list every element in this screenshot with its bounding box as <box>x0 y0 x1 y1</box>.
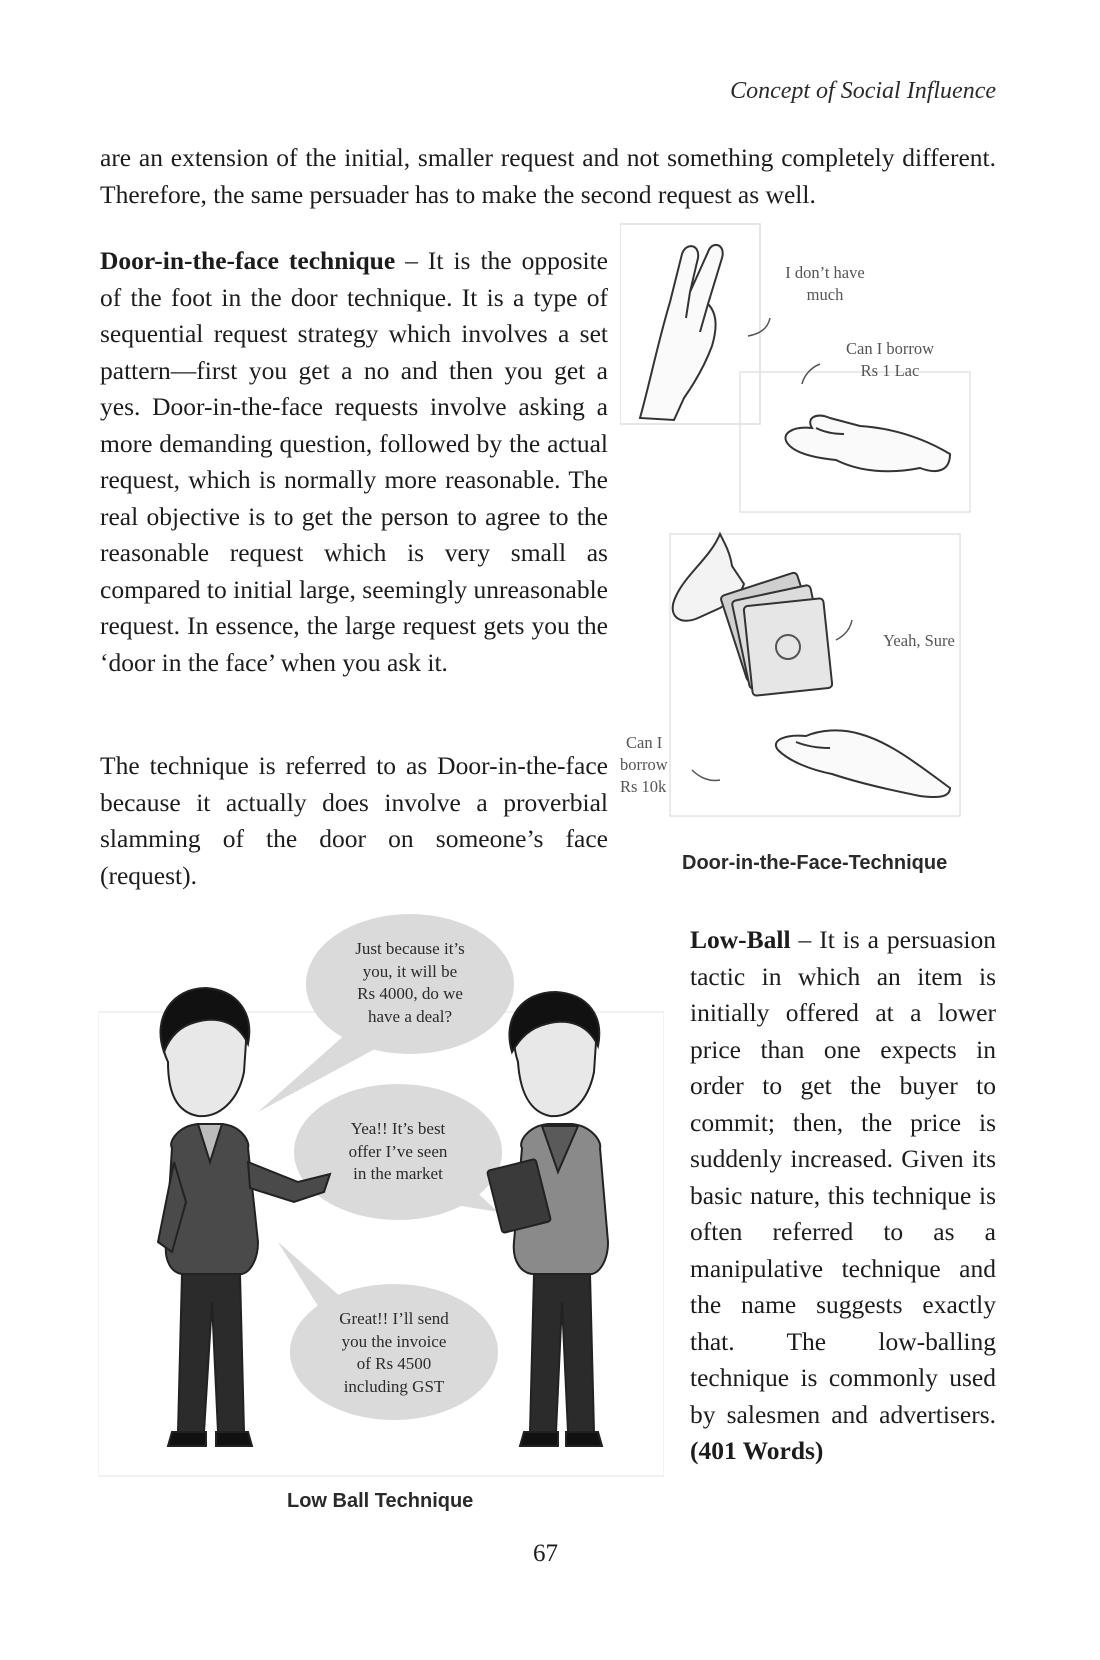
dif-bubble-3 <box>864 630 974 652</box>
dif-bubble-1-line-2: much <box>806 285 844 304</box>
low-ball-dash: – <box>790 925 820 954</box>
low-ball-figure <box>98 912 664 1482</box>
lowball-bubble-3-line-1: Great!! I’ll send <box>339 1309 449 1328</box>
lowball-bubble-3-line-4: including GST <box>343 1376 445 1396</box>
lowball-bubble-1-line-2: you, it will be <box>362 961 458 981</box>
lowball-bubble-1 <box>318 938 502 1028</box>
low-ball-term: Low-Ball <box>690 925 791 954</box>
lowball-bubble-1-line-3: Rs 4000, do we <box>357 984 463 1003</box>
lowball-bubble-3-line-2: you the invoice <box>341 1331 447 1351</box>
dif-bubble-3-line-1: Yeah, Sure <box>883 631 955 650</box>
door-in-the-face-definition: It is the opposite of the foot in the door technique. It is a type of sequential request strategy which involves a set pattern—first you get a no and then you get a yes. Door-in-the-face requests involve asking a more demanding question, followed by the actual request, which is normally more reasonable. The real objective is to get the person to agree to the reasonable request which is very small as compared to initial large, seemingly unreasonable request. In essence, the large request gets you the ‘door in the face’ when you ask it. <box>100 246 609 677</box>
running-header: Concept of Social Influence <box>730 78 996 104</box>
lowball-bubble-3 <box>302 1308 486 1398</box>
word-count: (401 Words) <box>690 1436 824 1465</box>
lowball-bubble-1-line-4: have a deal? <box>368 1006 452 1026</box>
asking-hand-icon <box>785 416 950 472</box>
low-ball-definition: It is a persuasion tactic in which an item is initially offered at a lower price than one expects in order to get the buyer to commit; then, the price is suddenly increased. Given its basic nature, this technique is often referred to as a manipulative technique and the name suggests exactly that. The low-balling technique is commonly used by salesmen and advertisers. <box>690 925 996 1429</box>
dif-bubble-4-line-3: Rs 10k <box>620 777 667 796</box>
door-in-the-face-figure <box>620 222 980 842</box>
door-in-the-face-paragraph <box>100 243 608 681</box>
lowball-bubble-2-line-1: Yea!! It’s best <box>350 1119 446 1138</box>
dif-bubble-4-line-2: borrow <box>620 755 668 774</box>
door-in-the-face-paragraph-2: The technique is referred to as Door-in-the-face because it actually does involve a proverbial slamming of the door on someone’s face (request). <box>100 751 608 890</box>
page-number: 67 <box>533 1540 558 1567</box>
door-in-the-face-term: Door-in-the-face technique <box>100 246 396 275</box>
dif-bubble-2-line-2: Rs 1 Lac <box>860 361 920 380</box>
lowball-bubble-2-line-2: offer I’ve seen <box>348 1141 448 1161</box>
lowball-bubble-2-line-3: in the market <box>353 1164 443 1183</box>
dif-bubble-2-line-1: Can I borrow <box>846 339 934 358</box>
dif-bubble-4-line-1: Can I <box>626 733 663 752</box>
dif-bubble-2 <box>825 338 955 382</box>
dif-bubble-1 <box>765 262 885 306</box>
receiving-hand-icon <box>776 730 950 797</box>
money-hand-icon <box>673 534 833 696</box>
lowball-bubble-1-line-1: Just because it’s <box>355 939 465 958</box>
dif-bubble-4 <box>620 732 680 798</box>
dif-bubble-1-line-1: I don’t have <box>785 263 865 282</box>
term-dash: – <box>395 246 428 275</box>
lowball-bubble-3-line-3: of Rs 4500 <box>356 1354 432 1373</box>
low-ball-figure-caption: Low Ball Technique <box>287 1490 474 1512</box>
refusing-palm-icon <box>640 245 723 420</box>
dif-figure-caption: Door-in-the-Face-Technique <box>682 852 948 874</box>
customer-icon <box>487 992 608 1446</box>
lowball-bubble-2 <box>308 1118 488 1186</box>
intro-paragraph: are an extension of the initial, smaller request and not something completely different. Therefore, the same persuader has to make the second request as well. <box>100 143 996 209</box>
low-ball-paragraph <box>690 922 996 1470</box>
